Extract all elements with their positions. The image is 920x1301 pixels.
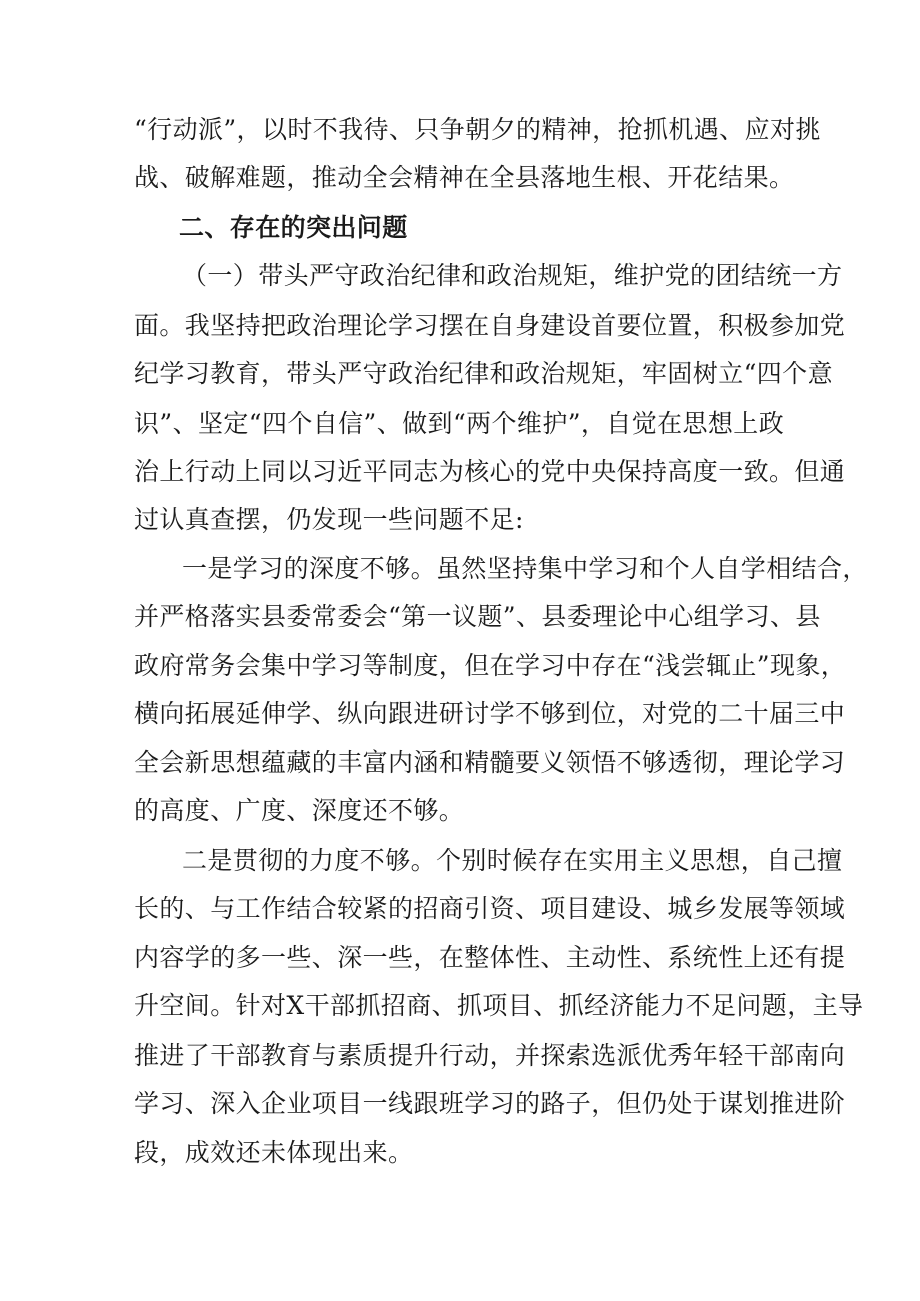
paragraph-line: 全会新思想蕴藏的丰富内涵和精髓要义领悟不够透彻，理论学习 [134,748,846,777]
paragraph-line: 的高度、广度、深度还不够。 [134,796,465,825]
paragraph-line: 学习、深入企业项目一线跟班学习的路子，但仍处于谋划推进阶 [134,1089,846,1118]
paragraph-line: 并严格落实县委常委会“第一议题”、县委理论中心组学习、县 [134,602,821,631]
paragraph-line: 内容学的多一些、深一些，在整体性、主动性、系统性上还有提 [134,943,846,972]
paragraph-line: 升空间。针对X干部抓招商、抓项目、抓经济能力不足问题，主导 [134,991,864,1020]
paragraph-line: 横向拓展延伸学、纵向跟进研讨学不够到位，对党的二十届三中 [134,699,846,728]
paragraph-line: 识”、坚定“四个自信”、做到“两个维护”，自觉在思想上政 [134,409,785,438]
paragraph-line: 一是学习的深度不够。虽然坚持集中学习和个人自学相结合， [182,554,868,583]
paragraph-line: 长的、与工作结合较紧的招商引资、项目建设、城乡发展等领域 [134,894,846,923]
paragraph-line: 政府常务会集中学习等制度，但在学习中存在“浅尝辄止”现象， [134,651,847,680]
paragraph-line: “行动派”，以时不我待、只争朝夕的精神，抢抓机遇、应对挑 [134,115,821,144]
paragraph-line: 段，成效还未体现出来。 [134,1138,414,1167]
subsection-heading: （一）带头严守政治纪律和政治规矩，维护党的团结统一方 [182,261,843,290]
paragraph-line: 战、破解难题，推动全会精神在全县落地生根、开花结果。 [134,163,795,192]
paragraph-line: 推进了干部教育与素质提升行动，并探索选派优秀年轻干部南向 [134,1041,846,1070]
paragraph-line: 过认真查摆，仍发现一些问题不足: [134,505,524,534]
paragraph-line: 纪学习教育，带头严守政治纪律和政治规矩，牢固树立“四个意 [134,359,833,388]
paragraph-line: 二是贯彻的力度不够。个别时候存在实用主义思想，自己擅 [182,846,843,875]
paragraph-line: 治上行动上同以习近平同志为核心的党中央保持高度一致。但通 [134,457,846,486]
section-heading: 二、存在的突出问题 [179,213,408,242]
paragraph-line: 面。我坚持把政治理论学习摆在自身建设首要位置，积极参加党 [134,311,846,340]
